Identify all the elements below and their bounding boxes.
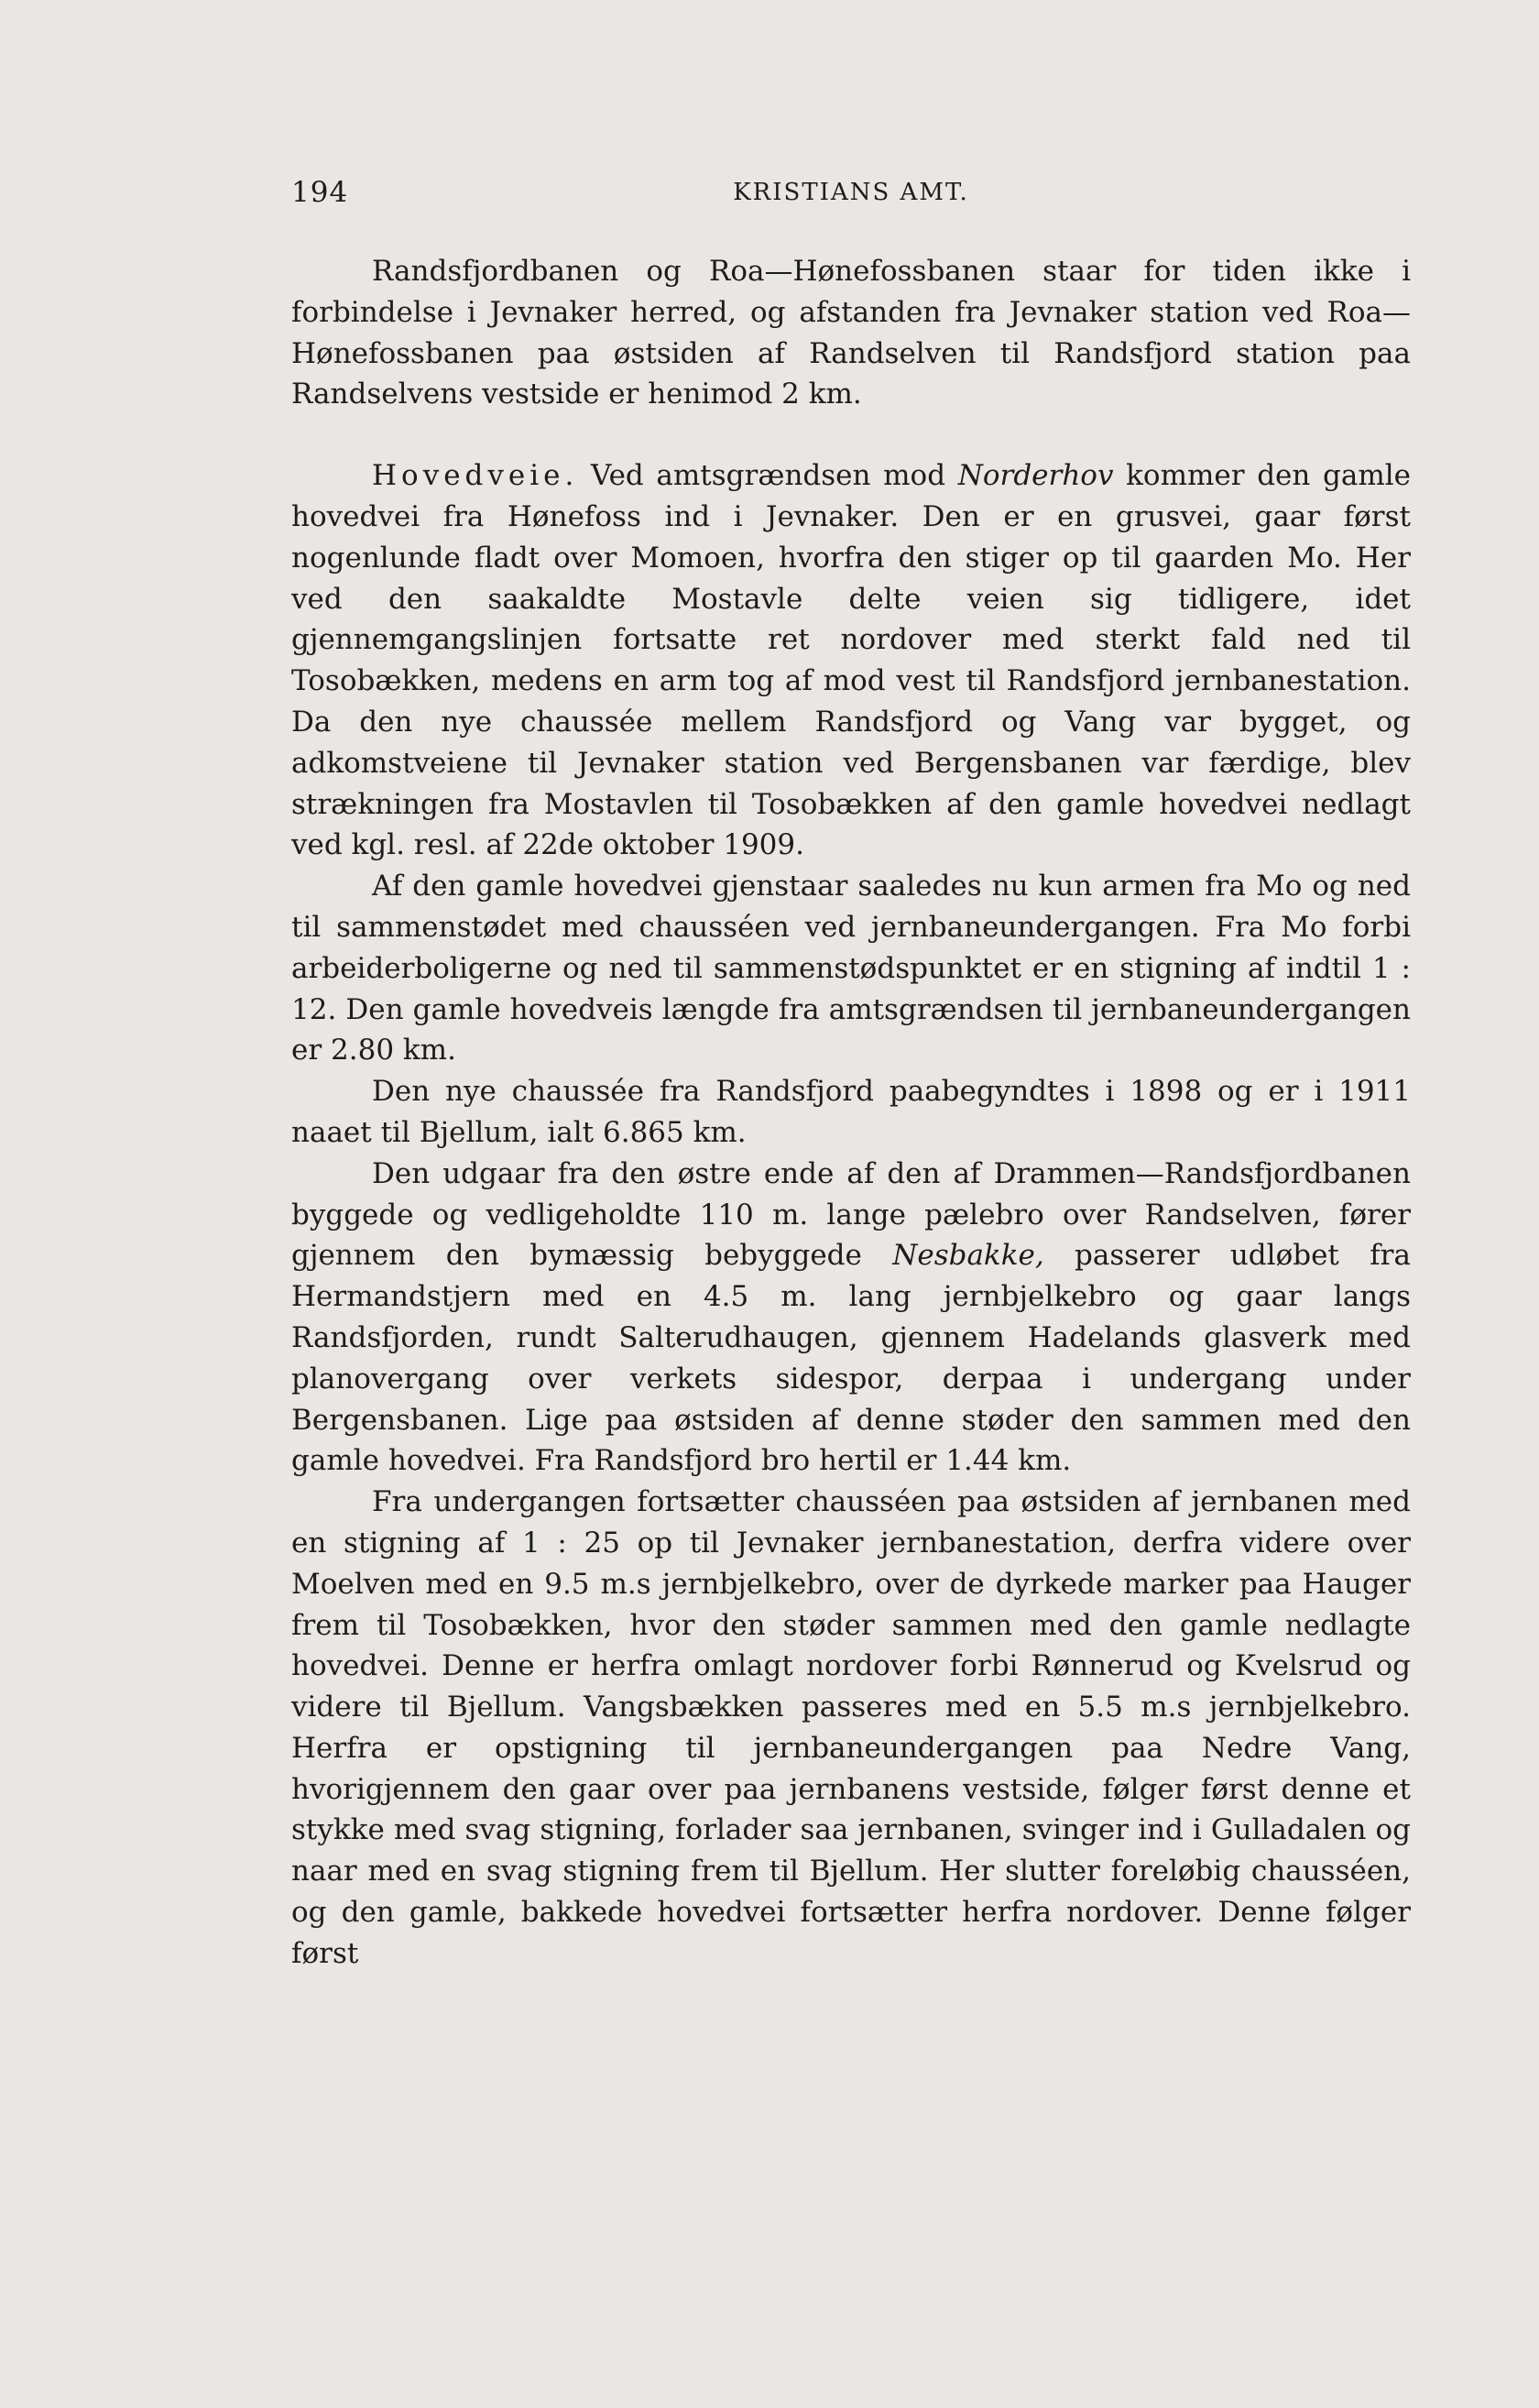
page-header: [291, 176, 1411, 216]
paragraph-text: passerer udløbet fra Hermandstjern med en 4.5 m. lang jernbjelkebro og gaar langs Randsfjorden, rundt Salterudhaugen, gjennem Hadelands glasverk med planovergang over verkets sidespor, derpaa i undergang under Bergensbanen. Lige paa østsiden af denne støder den sammen med den gamle hovedvei. Fra Randsfjord bro hertil er 1.44 km.: [291, 1239, 1411, 1478]
section-heading: Hovedveie.: [372, 459, 579, 493]
page-body: [291, 251, 1411, 1975]
paragraph-text: Ved amtsgrændsen mod: [578, 459, 958, 493]
paragraph-old-road: Af den gamle hovedvei gjenstaar saaledes nu kun armen fra Mo og ned til sammenstødet med chausséen ved jernbaneundergangen. Fra Mo forbi arbeiderboligerne og ned til sammenstødspunktet er en stigning af indtil 1 : 12. Den gamle hovedveis længde fra amtsgrændsen til jernbaneundergangen er 2.80 km.: [291, 870, 1411, 1067]
place-name: Norderhov: [957, 459, 1114, 493]
paragraph-main-roads: [291, 455, 1411, 866]
running-title: KRISTIANS AMT.: [733, 179, 969, 206]
paragraph-new-chaussee: Den nye chaussée fra Randsfjord paabegyndtes i 1898 og er i 1911 naaet til Bjellum, ialt 6.865 km.: [291, 1075, 1411, 1149]
paragraph-text: kommer den gamle hovedvei fra Hønefoss ind i Jevnaker. Den er en grusvei, gaar først nogenlunde fladt over Momoen, hvorfra den stiger op til gaarden Mo. Her ved den saakaldte Mostavle delte veien sig tidligere, idet gjennemgangslinjen fortsatte ret nordover med sterkt fald ned til Tosobækken, medens en arm tog af mod vest til Randsfjord jernbanestation. Da den nye chaussée mellem Randsfjord og Vang var bygget, og adkomstveiene til Jevnaker station ved Bergensbanen var færdige, blev strækningen fra Mostavlen til Tosobækken af den gamle hovedvei nedlagt ved kgl. resl. af 22de oktober 1909.: [291, 459, 1411, 862]
page-number: 194: [291, 176, 349, 209]
paragraph-route-continuation: Fra undergangen fortsætter chausséen paa østsiden af jernbanen med en stigning af 1 : 25 op til Jevnaker jernbanestation, derfra videre over Moelven med en 9.5 m.s jernbjelkebro, over de dyrkede marker paa Hauger frem til Tosobækken, hvor den støder sammen med den gamle nedlagte hovedvei. Denne er herfra omlagt nordover forbi Rønnerud og Kvelsrud og videre til Bjellum. Vangsbækken passeres med en 5.5 m.s jernbjelkebro. Herfra er opstigning til jernbaneundergangen paa Nedre Vang, hvorigjennem den gaar over paa jernbanens vestside, følger først denne et stykke med svag stigning, forlader saa jernbanen, svinger ind i Gulladalen og naar med en svag stigning frem til Bjellum. Her slutter foreløbig chausséen, og den gamle, bakkede hovedvei fortsætter herfra nordover. Denne følger først: [291, 1485, 1411, 1970]
paragraph-railway-connection: Randsfjordbanen og Roa—Hønefossbanen staar for tiden ikke i forbindelse i Jevnaker herred, og afstanden fra Jevnaker station ved Roa—Hønefossbanen paa østsiden af Randselven til Randsfjord station paa Randselvens vestside er henimod 2 km.: [291, 255, 1411, 411]
paragraph-route-description: [291, 1154, 1411, 1482]
paragraph-text: Den udgaar fra den østre ende af den af Drammen—Randsfjordbanen byggede og vedligeholdte 110 m. lange pælebro over Randselven, fører gjennem den bymæssig bebyggede: [291, 1156, 1411, 1273]
place-name: Nesbakke,: [892, 1239, 1044, 1273]
